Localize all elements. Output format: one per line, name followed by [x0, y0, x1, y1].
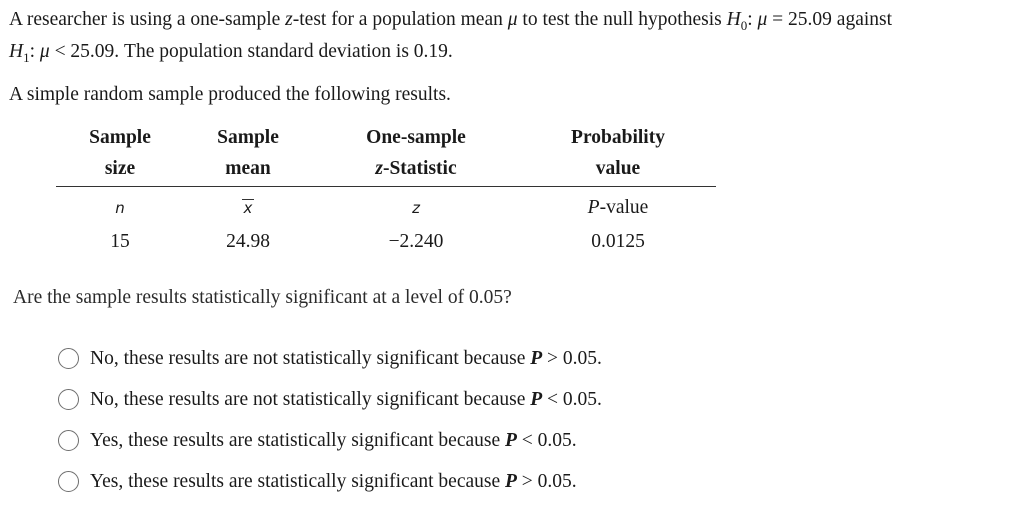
- prompt-text: A researcher is using a one-sample: [9, 9, 286, 30]
- table-row: [56, 225, 716, 259]
- prompt-text: :: [747, 9, 758, 30]
- prompt-text: :: [29, 41, 40, 62]
- problem-statement: [9, 4, 1014, 68]
- option-label[interactable]: [90, 345, 602, 373]
- header-probability: [538, 122, 698, 184]
- radio-button[interactable]: [58, 471, 79, 492]
- symbol-row: [56, 191, 716, 225]
- p-symbol: P: [505, 429, 517, 451]
- header-italic: z: [375, 158, 383, 179]
- answer-options: [58, 338, 602, 502]
- option-text: > 0.05.: [516, 470, 577, 492]
- answer-option-4[interactable]: [58, 461, 602, 502]
- p-rest: -value: [599, 197, 649, 218]
- h-subscript: 1: [23, 49, 30, 65]
- mu-symbol: μ: [507, 9, 518, 30]
- symbol-z: z: [412, 199, 420, 217]
- option-label[interactable]: [90, 468, 577, 496]
- option-text: No, these results are not statistically significant because: [90, 388, 531, 410]
- xbar-glyph: x: [243, 199, 253, 217]
- z-symbol: z: [285, 9, 293, 30]
- header-line: Probability: [571, 127, 665, 148]
- option-text: Yes, these results are statistically significant because: [90, 470, 505, 492]
- p-italic: P: [587, 197, 600, 218]
- prompt-text: to test the null hypothesis: [517, 9, 727, 30]
- p-symbol: P: [530, 347, 543, 369]
- option-text: < 0.05.: [516, 429, 577, 451]
- header-line: size: [104, 158, 136, 179]
- value-mean: 24.98: [226, 231, 270, 252]
- symbol-pvalue: [538, 191, 698, 225]
- radio-button[interactable]: [58, 430, 79, 451]
- p-symbol: P: [505, 470, 517, 492]
- radio-button[interactable]: [58, 348, 79, 369]
- h-subscript: 0: [740, 17, 748, 33]
- option-label[interactable]: [90, 427, 577, 455]
- table-header: [56, 120, 716, 187]
- option-text: Yes, these results are statistically significant because: [90, 429, 505, 451]
- symbol-xbar: [198, 191, 298, 225]
- mu-symbol: μ: [39, 41, 50, 62]
- option-text: No, these results are not statistically significant because: [90, 347, 531, 369]
- header-line: -Statistic: [382, 158, 457, 179]
- intro-text: A simple random sample produced the following results.: [9, 84, 451, 105]
- symbol-n: n: [115, 199, 125, 217]
- value-z: −2.240: [388, 231, 444, 252]
- option-text: > 0.05.: [542, 347, 602, 369]
- answer-option-1[interactable]: [58, 338, 602, 379]
- p-symbol: P: [530, 388, 543, 410]
- h-symbol: H: [9, 41, 24, 62]
- h-symbol: H: [726, 9, 741, 30]
- value-n: 15: [110, 231, 130, 252]
- answer-option-2[interactable]: [58, 379, 602, 420]
- question-text: Are the sample results statistically significant at a level of 0.05?: [13, 287, 512, 308]
- results-table: [56, 120, 716, 259]
- header-line: value: [595, 158, 641, 179]
- header-sample-mean: [198, 122, 298, 184]
- header-line: mean: [225, 158, 271, 179]
- radio-button[interactable]: [58, 389, 79, 410]
- option-label[interactable]: [90, 386, 602, 414]
- prompt-text: = 25.09 against: [767, 9, 893, 30]
- header-sample-size: [70, 122, 170, 184]
- header-line: One-sample: [366, 127, 466, 148]
- option-text: < 0.05.: [542, 388, 602, 410]
- answer-option-3[interactable]: [58, 420, 602, 461]
- header-line: Sample: [89, 127, 151, 148]
- header-line: Sample: [217, 127, 279, 148]
- prompt-text: -test for a population mean: [292, 9, 508, 30]
- header-z-statistic: [306, 122, 526, 184]
- prompt-text: < 25.09. The population standard deviation is 0.19.: [49, 41, 453, 62]
- value-p: 0.0125: [591, 231, 645, 252]
- mu-symbol: μ: [757, 9, 768, 30]
